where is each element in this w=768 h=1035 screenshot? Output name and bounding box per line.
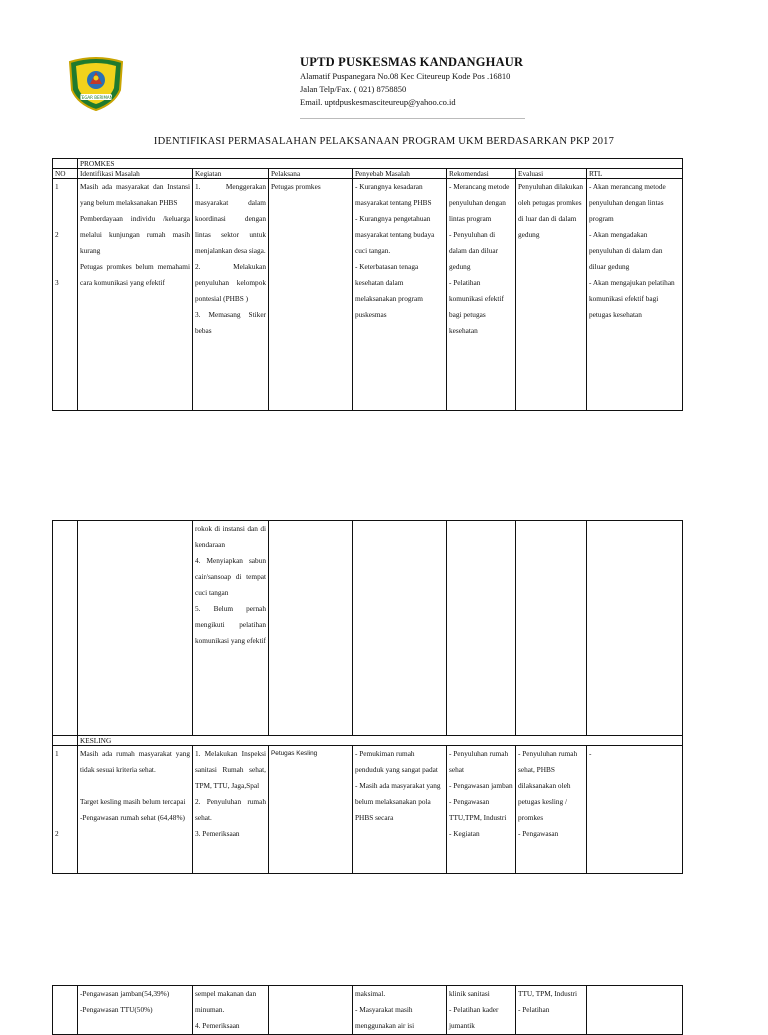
cell-rekomendasi: - Penyuluhan rumah sehat - Pengawasan jamban - Pengawasan TTU,TPM, Industri - Kegiatan bbox=[447, 746, 516, 874]
kesling-cont-table bbox=[52, 985, 683, 1035]
phone-line: Jalan Telp/Fax. ( 021) 8758850 bbox=[300, 84, 407, 94]
cell-pelaksana: Petugas promkes bbox=[269, 179, 353, 411]
col-header-rekomendasi: Rekomendasi bbox=[447, 169, 516, 179]
cell-masalah: Masih ada masyarakat dan Instansi yang belum melaksanakan PHBS Pemberdayaan individu /keluarga melalui kunjungan rumah masih kurang Petugas promkes belum memahami cara komunikasi yang efektif bbox=[78, 179, 193, 411]
institution-name: UPTD PUSKESMAS KANDANGHAUR bbox=[300, 55, 524, 69]
cell-rekomendasi: - Merancang metode penyuluhan dengan lintas program - Penyuluhan di dalam dan diluar gedung - Pelatihan komunikasi efektif bagi petugas kesehatan bbox=[447, 179, 516, 411]
col-header-evaluasi: Evaluasi bbox=[516, 169, 587, 179]
cell-rekomendasi-cont: klinik sanitasi - Pelatihan kader jumantik bbox=[447, 986, 516, 1035]
cell-evaluasi-cont: TTU, TPM, Industri - Pelatihan bbox=[516, 986, 587, 1035]
col-header-rtl: RTL bbox=[587, 169, 683, 179]
table-row bbox=[53, 179, 683, 411]
cell-evaluasi: - Penyuluhan rumah sehat, PHBS dilaksanakan oleh petugas kesling / promkes - Pengawasan bbox=[516, 746, 587, 874]
kesling-table bbox=[52, 520, 683, 874]
promkes-table bbox=[52, 158, 683, 411]
cell-masalah-cont: -Pengawasan jamban(54,39%) -Pengawasan TTU(50%) bbox=[78, 986, 193, 1035]
section-row-promkes bbox=[53, 159, 683, 169]
address-line: Alamatif Puspanegara No.08 Kec Citeureup Kode Pos .16810 bbox=[300, 71, 511, 81]
cell-evaluasi: Penyuluhan dilakukan oleh petugas promkes di luar dan di dalam gedung bbox=[516, 179, 587, 411]
section-label: KESLING bbox=[78, 736, 683, 746]
cell-kegiatan-cont: rokok di instansi dan di kendaraan 4. Menyiapkan sabun cair/sansoap di tempat cuci tangan 5. Belum pernah mengikuti pelatihan komunikasi yang efektif bbox=[193, 521, 269, 736]
col-header-kegiatan: Kegiatan bbox=[193, 169, 269, 179]
cell-kegiatan: 1. Menggerakan masyarakat dalam koordinasi dengan lintas sektor untuk menjalankan desa siaga. 2. Melakukan penyuluhan kelompok pontesial (PHBS ) 3. Memasang Stiker bebas bbox=[193, 179, 269, 411]
section-row-kesling bbox=[53, 736, 683, 746]
logo-text: TEGAR BERIMAN bbox=[79, 95, 113, 100]
cell-penyebab-cont: maksimal. - Masyarakat masih menggunakan air isi bbox=[353, 986, 447, 1035]
cell-kegiatan-cont: sempel makanan dan minuman. 4. Pemeriksaan bbox=[193, 986, 269, 1035]
row-numbers: 1 2 bbox=[53, 746, 78, 874]
cell-penyebab: - Pemukiman rumah penduduk yang sangat padat - Masih ada masyarakat yang belum melaksanakan pola PHBS secara bbox=[353, 746, 447, 874]
col-header-no: NO bbox=[53, 169, 78, 179]
cell-masalah: Masih ada rumah masyarakat yang tidak sesuai kriteria sehat. Target kesling masih belum tercapai -Pengawasan rumah sehat (64,48%) bbox=[78, 746, 193, 874]
header-divider bbox=[300, 118, 525, 119]
table-row bbox=[53, 521, 683, 736]
cell-rtl: - bbox=[587, 746, 683, 874]
cell-pelaksana: Petugas Kesling bbox=[269, 746, 353, 874]
col-header-penyebab: Penyebab Masalah bbox=[353, 169, 447, 179]
col-header-masalah: Identifikasi Masalah bbox=[78, 169, 193, 179]
puskesmas-logo bbox=[66, 56, 126, 112]
table-row bbox=[53, 986, 683, 1035]
cell-rtl: - Akan merancang metode penyuluhan dengan lintas program - Akan mengadakan penyuluhan di dalam dan diluar gedung - Akan mengajukan pelatihan komunikasi efektif bagi petugas kesehatan bbox=[587, 179, 683, 411]
document-title: IDENTIFIKASI PERMASALAHAN PELAKSANAAN PROGRAM UKM BERDASARKAN PKP 2017 bbox=[153, 136, 615, 147]
email-line: Email. uptdpuskesmasciteureup@yahoo.co.id bbox=[300, 97, 456, 107]
row-numbers: 1 2 3 bbox=[53, 179, 78, 411]
cell-kegiatan: 1. Melakukan Inspeksi sanitasi Rumah sehat, TPM, TTU, Jaga,Spal 2. Penyuluhan rumah sehat. 3. Pemeriksaan bbox=[193, 746, 269, 874]
section-label: PROMKES bbox=[78, 159, 683, 169]
col-header-pelaksana: Pelaksana bbox=[269, 169, 353, 179]
header-row bbox=[53, 169, 683, 179]
table-row bbox=[53, 746, 683, 874]
cell-penyebab: - Kurangnya kesadaran masyarakat tentang PHBS - Kurangnya pengetahuan masyarakat tentang budaya cuci tangan. - Keterbatasan tenaga kesehatan dalam melaksanakan program puskesmas bbox=[353, 179, 447, 411]
